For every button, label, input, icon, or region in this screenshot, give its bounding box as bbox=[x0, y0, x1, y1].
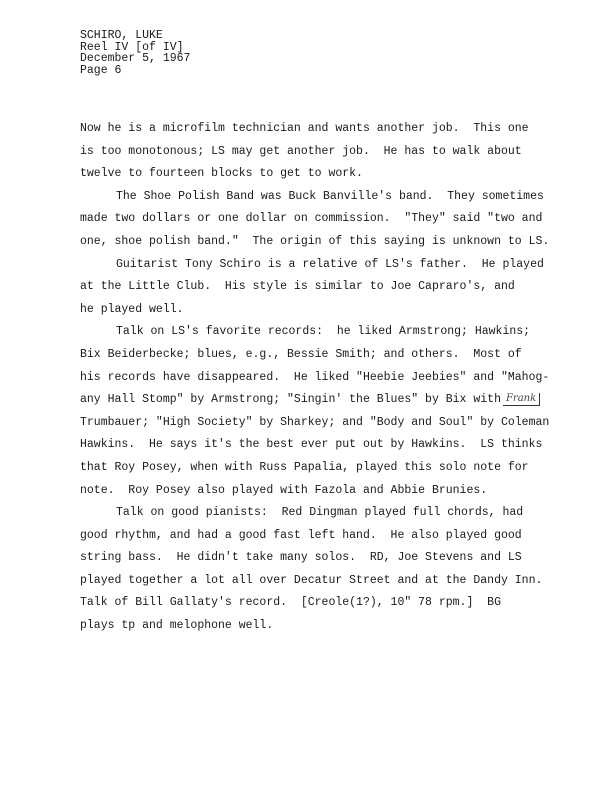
text-line: Guitarist Tony Schiro is a relative of LS's father. He played bbox=[116, 257, 544, 271]
text-line: note. Roy Posey also played with Fazola and Abbie Brunies. bbox=[80, 483, 488, 497]
text-line: twelve to fourteen blocks to get to work. bbox=[80, 167, 363, 181]
text-line: The Shoe Polish Band was Buck Banville's band. They sometimes bbox=[116, 189, 544, 203]
text-line: plays tp and melophone well. bbox=[80, 619, 274, 633]
text-line-with-annotation bbox=[80, 389, 600, 412]
text-line: one, shoe polish band." The origin of this saying is unknown to LS. bbox=[80, 234, 550, 248]
text-line: Talk on LS's favorite records: he liked Armstrong; Hawkins; bbox=[116, 325, 531, 339]
text-line: that Roy Posey, when with Russ Papalia, played this solo note for bbox=[80, 460, 529, 474]
handwritten-annotation: Frank bbox=[503, 393, 540, 406]
text-line: at the Little Club. His style is similar to Joe Capraro's, and bbox=[80, 280, 515, 294]
text-line: made two dollars or one dollar on commission. "They" said "two and bbox=[80, 212, 543, 226]
text-line: he played well. bbox=[80, 302, 184, 316]
interviewee-name: SCHIRO, LUKE bbox=[80, 29, 163, 42]
interview-date: December 5, 1967 bbox=[80, 52, 191, 65]
reel-number: Reel IV [of IV] bbox=[80, 40, 184, 54]
text-line: any Hall Stomp" by Armstrong; "Singin' the Blues" by Bix with bbox=[80, 393, 501, 407]
text-line: Talk on good pianists: Red Dingman played full chords, had bbox=[116, 506, 524, 520]
text-line: Now he is a microfilm technician and wants another job. This one bbox=[80, 122, 529, 135]
transcript-body bbox=[80, 118, 600, 638]
text-line: Talk of Bill Gallaty's record. [Creole(1?), 10" 78 rpm.] BG bbox=[80, 596, 501, 610]
page-number: Page 6 bbox=[80, 63, 122, 77]
text-line: Hawkins. He says it's the best ever put out by Hawkins. LS thinks bbox=[80, 438, 543, 452]
text-line: string bass. He didn't take many solos. RD, Joe Stevens and LS bbox=[80, 551, 522, 565]
page-header bbox=[80, 30, 190, 76]
text-line: Bix Beiderbecke; blues, e.g., Bessie Smith; and others. Most of bbox=[80, 347, 522, 361]
text-line: good rhythm, and had a good fast left hand. He also played good bbox=[80, 528, 522, 542]
text-line: played together a lot all over Decatur Street and at the Dandy Inn. bbox=[80, 573, 543, 587]
text-line: his records have disappeared. He liked "Heebie Jeebies" and "Mahog- bbox=[80, 370, 550, 384]
text-line: Trumbauer; "High Society" by Sharkey; and "Body and Soul" by Coleman bbox=[80, 415, 550, 429]
text-line: is too monotonous; LS may get another job. He has to walk about bbox=[80, 144, 522, 158]
